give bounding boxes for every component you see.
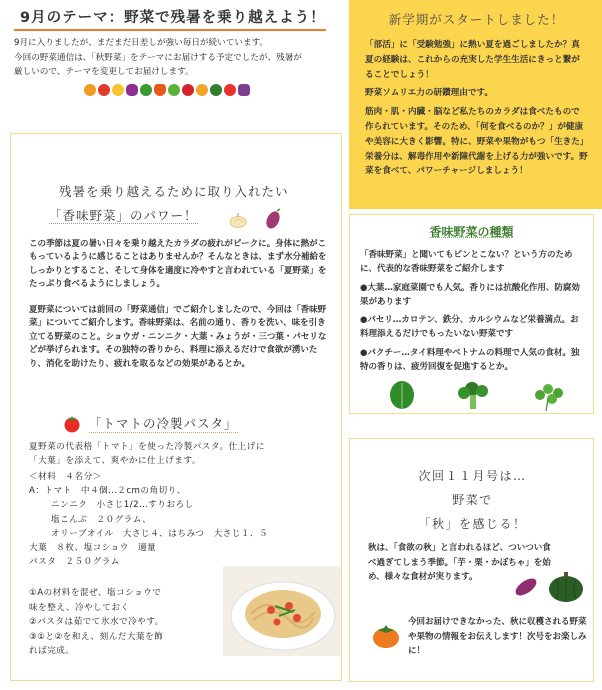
main-paragraph-1: この季節は夏の暑い日々を乗り越えたカラダの疲れがピークに。身体に熱がこもっているように感じることはありませんか？そんなときは、まず水分補給をしっかりとすること、そして身体を適度に冷やすと言われている「夏野菜」をたっぷり食べるようにしましょう。	[29, 239, 327, 290]
parsley-icon	[535, 384, 563, 411]
herbs-icons	[388, 379, 588, 411]
vegetables-row-icon	[84, 84, 334, 96]
sweet-potato-icon	[263, 208, 283, 230]
sweet-potato-icon	[513, 575, 540, 599]
kouki-title: 香味野菜の種類	[429, 225, 514, 239]
pasta-photo	[223, 566, 341, 656]
next-issue-line3: 「秋」を感じる！	[418, 517, 527, 531]
next-issue-paragraph: 秋は、「食欲の秋」と言われるほど、ついつい食べ過ぎてしまう季節。「芋・栗・かぼちゃ」を始め、様々な食材が実ります。	[368, 543, 551, 583]
next-issue-line2: 野菜で	[452, 493, 493, 507]
recipe-title: 「トマトの冷製パスタ」	[89, 416, 238, 431]
pumpkin-icon	[549, 572, 583, 602]
next-issue-box	[349, 438, 594, 682]
broccoli-icon	[458, 382, 488, 409]
theme-title: 9月のテーマ：野菜で残暑を乗り越えよう！	[14, 6, 326, 31]
garlic-icon	[229, 212, 247, 228]
new-semester-para2: 野菜ソムリエ力の研鑽理由です。	[365, 88, 493, 99]
recipe-intro: 夏野菜の代表格「トマト」を使った冷製パスタ。仕上げに 「大葉」を添えて、爽やかに仕上げます。	[29, 442, 265, 467]
autumn-veg-icons	[510, 569, 590, 603]
main-headline-1: 残暑を乗り越えるために取り入れたい	[59, 184, 289, 199]
new-semester-title: 新学期がスタートしました！	[388, 12, 565, 27]
recipe-header	[63, 414, 238, 433]
main-article-box	[10, 133, 342, 681]
persimmon-icon	[372, 623, 400, 649]
recipe-ingredients: ＜材料 ４名分＞ A：トマト 中４個…２cmの角切り、 ニンニク 小さじ1/2…すりおろし 塩こんぶ ２０グラム、 オリーブオイル 大さじ４、はちみつ 大さじ１．５ 大葉 ８枚、塩コショウ 適量 パスタ ２５０グラム	[29, 472, 269, 568]
theme-text: 9月に入りましたが、まだまだ日差しが強い毎日が続いています。 今回の野菜通信は、「秋野菜」をテーマにお届けする予定でしたが、残暑が 厳しいので、テーマを変更してお届けします。	[14, 38, 302, 77]
shiso-leaf-icon	[390, 381, 414, 409]
tomato-icon	[63, 415, 81, 433]
next-issue-line1: 次回１１月号は…	[418, 469, 527, 483]
new-semester-para3: 筋肉・肌・内臓・脳など私たちのカラダは食べたもので作られています。そのため、「何を食べるのか？」が健康や美容に大きく影響。特に、野菜や果物がもつ「生きた」栄養分は、解毒作用や新陳代謝を上げる力が強いです。野菜を食べて、パワーチャージしましょう！	[365, 107, 588, 177]
next-issue-bottom: 今回お届けできなかった、秋に収穫される野菜や果物の情報をお伝えします！次号をお楽しみに！	[408, 617, 587, 657]
recipe-steps: ①Aの材料を混ぜ、塩コショウで 味を整え、冷やしておく ②パスタは茹でて氷水で冷やす。 ③①と②を和え、刻んだ大葉を飾 れば完成。	[29, 588, 164, 657]
main-paragraph-2: 夏野菜については前回の「野菜通信」でご紹介しましたので、今回は「香味野菜」についてご紹介します。香味野菜は、名前の通り、香りを洗い、味を引き立てる野菜のこと。ショウガ・ニンニク・大葉・みょうが・三つ葉・パセリなどが挙げられます。その独特の香りから、料理に添えるだけで食欲が湧いたり、消化を助けたり、疲れを取るなどの効果があるとか。	[29, 305, 327, 369]
kouki-bullet-pakuchi: ●パクチー…タイ料理やベトナムの料理で人気の食材。独特の香りは、疲労回復を促進するとか。	[360, 347, 580, 373]
theme-section	[14, 6, 334, 96]
new-semester-box	[349, 0, 602, 209]
new-semester-para1: 「部活」に「受験勉強」に熱い夏を過ごしましたか？真夏の経験は、これからの充実した学生生活にきっと繋がることでしょう！	[365, 40, 580, 80]
kouki-intro: 「香味野菜」と聞いてもピンとこない？という方のために、代表的な香味野菜をご紹介します	[360, 250, 573, 275]
main-headline-2: 「香味野菜」のパワー！	[49, 208, 198, 223]
kouki-vegetables-box	[349, 214, 594, 414]
kouki-bullet-shiso: ●大葉…家庭菜園でも人気。香りには抗酸化作用、防腐効果があります	[360, 282, 580, 307]
kouki-bullet-parsley: ●パセリ…カロテン、鉄分、カルシウムなど栄養満点。お料理添えるだけでもったいない野菜です	[360, 315, 579, 340]
